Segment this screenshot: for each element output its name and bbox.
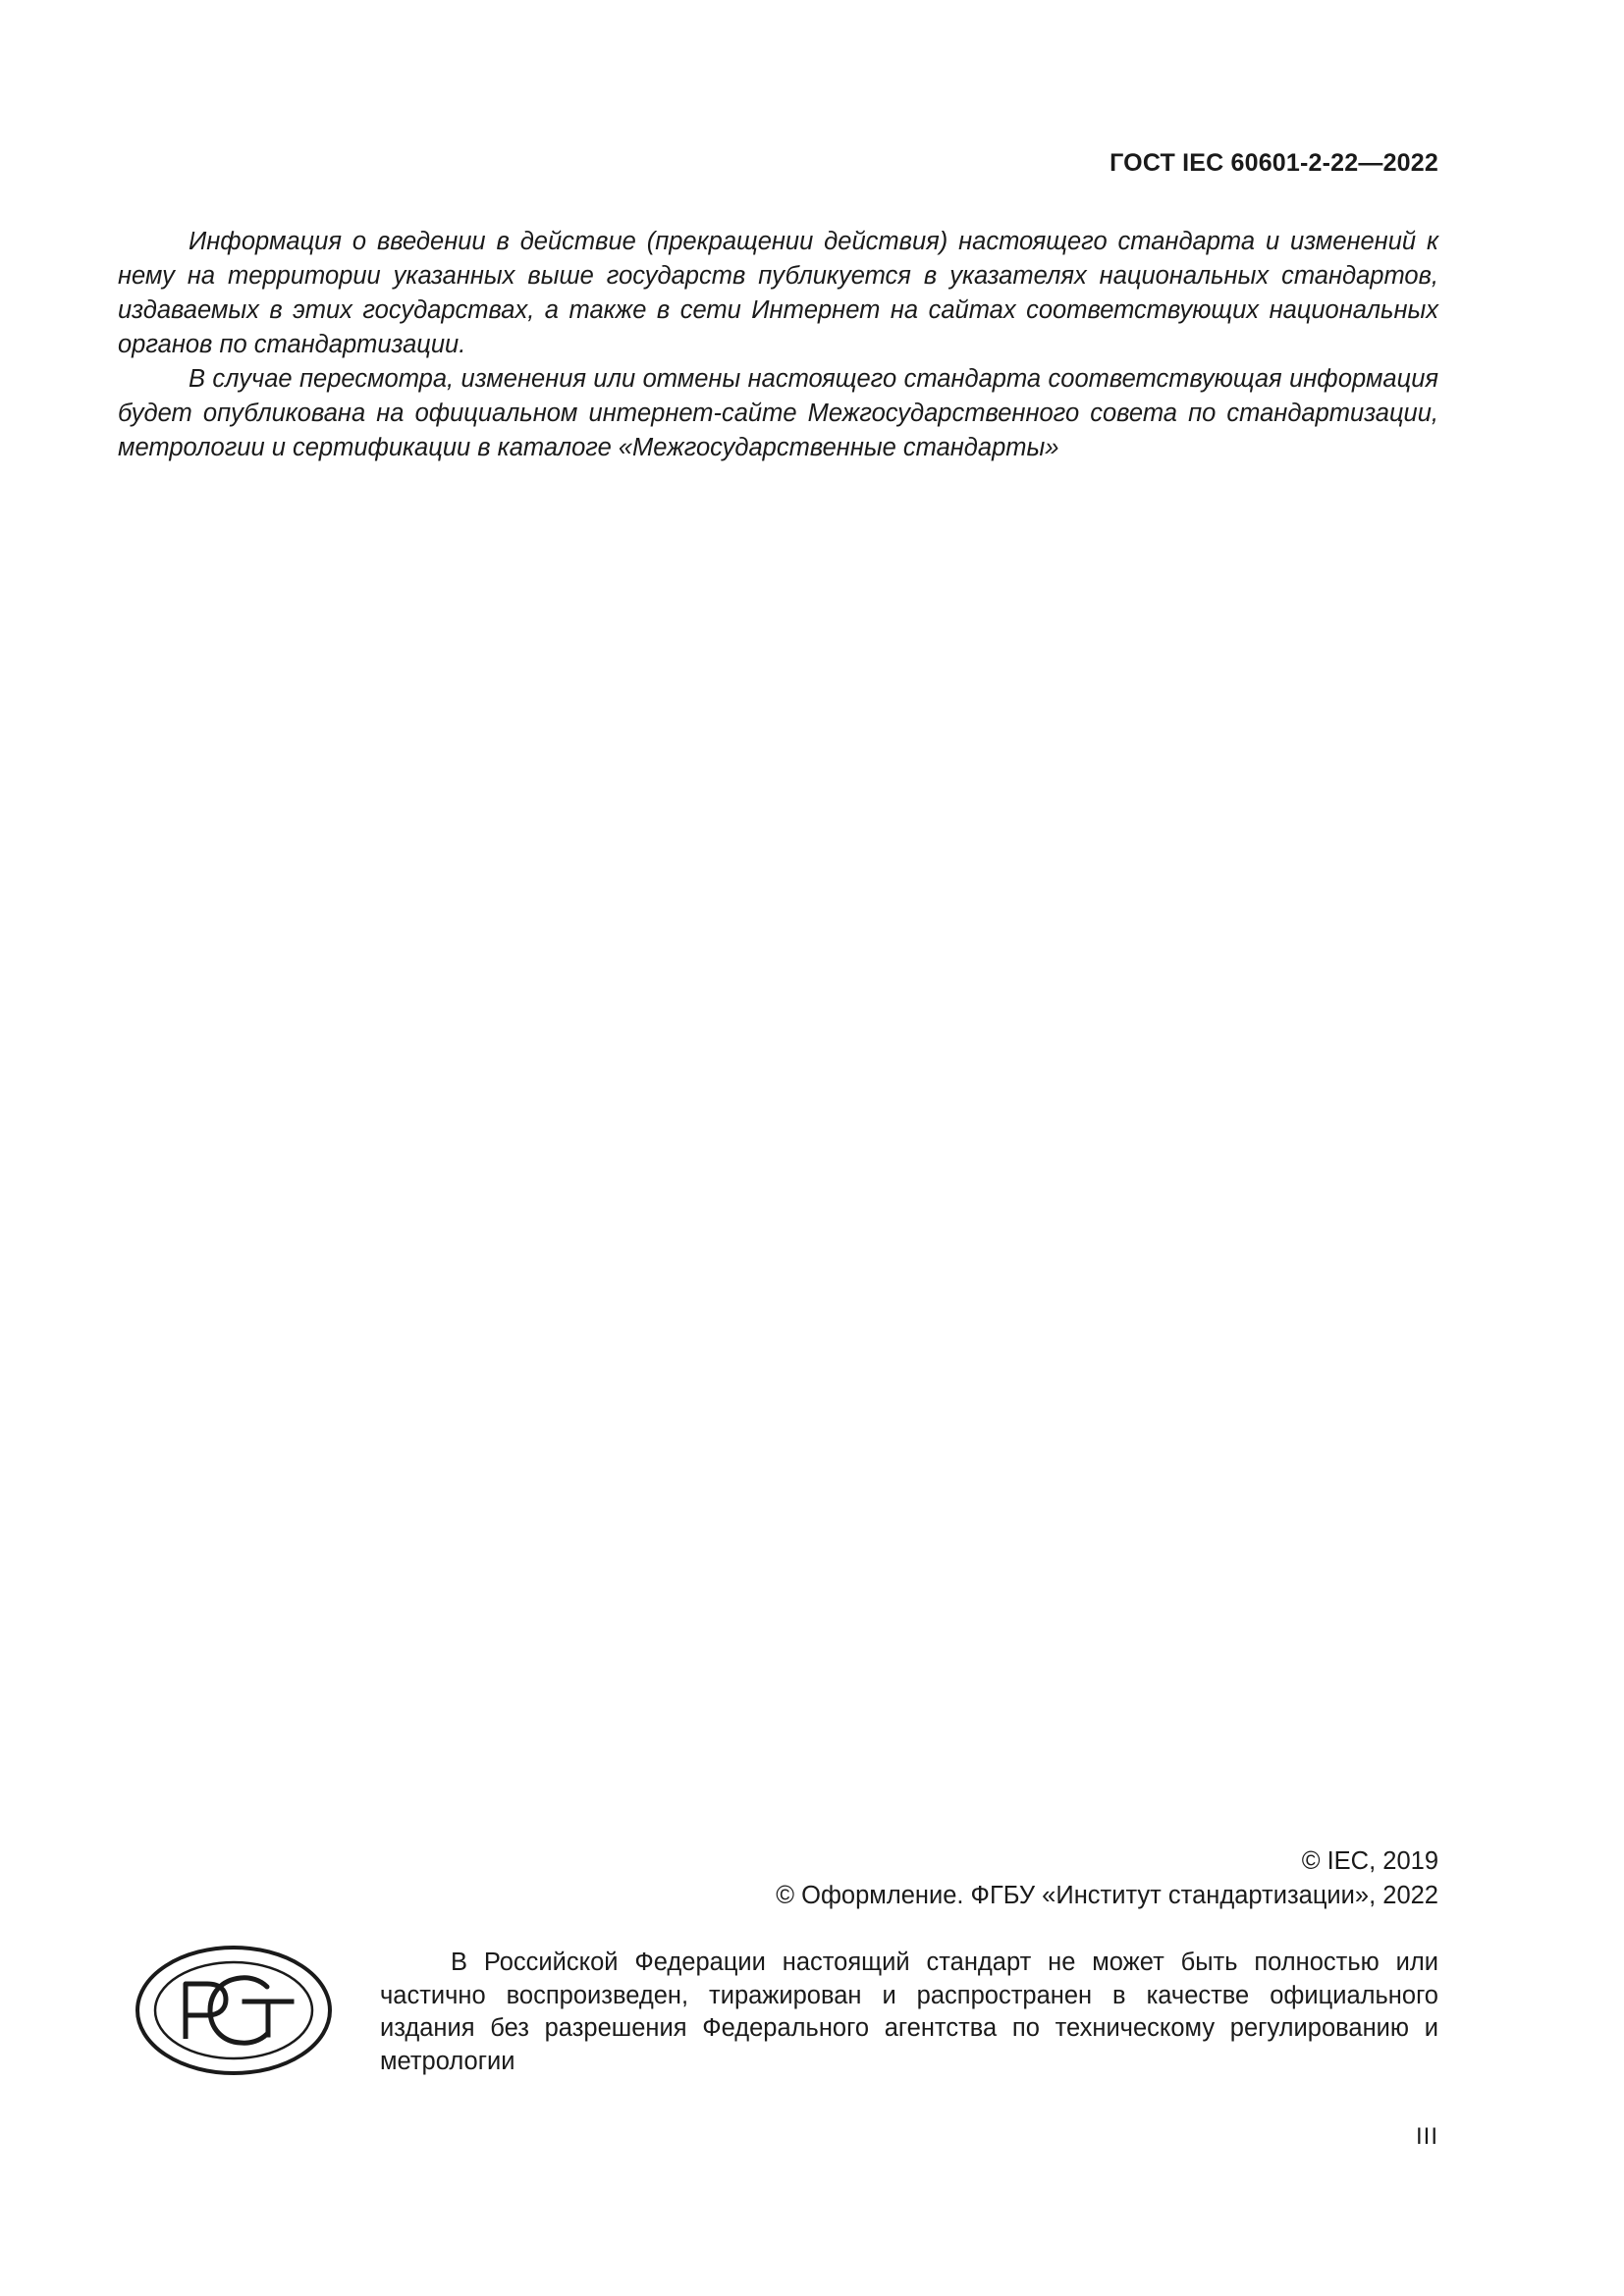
rst-certification-mark-icon	[135, 1945, 333, 2076]
intro-paragraph-revision-info: В случае пересмотра, изменения или отмены настоящего стандарта соответствующая информация будет опубликована на официальном интернет-сайте Межгосударственного совета по стандартизации, метрологии и сертификации в каталоге «Межгосударственные стандарты»	[118, 365, 1438, 461]
copyright-design: © Оформление. ФГБУ «Институт стандартизации», 2022	[776, 1882, 1438, 1909]
intro-paragraph-publication-info: Информация о введении в действие (прекращении действия) настоящего стандарта и изменений к нему на территории указанных выше государств публикуется в указателях национальных стандартов, издаваемых в этих государствах, а также в сети Интернет на сайтах соответствующих национальных органов по стандартизации.	[118, 228, 1438, 358]
copyright-iec: © IEC, 2019	[1301, 1847, 1438, 1875]
intro-text-block	[118, 225, 1438, 465]
reproduction-notice: В Российской Федерации настоящий стандарт не может быть полностью или частично воспроизведен, тиражирован и распространен в качестве официального издания без разрешения Федерального агентства по техническому регулированию и метрологии	[380, 1949, 1438, 2075]
document-code-header: ГОСТ IEC 60601-2-22—2022	[1110, 149, 1438, 177]
page-number: III	[1415, 2123, 1438, 2150]
copyright-block	[776, 1844, 1438, 1913]
